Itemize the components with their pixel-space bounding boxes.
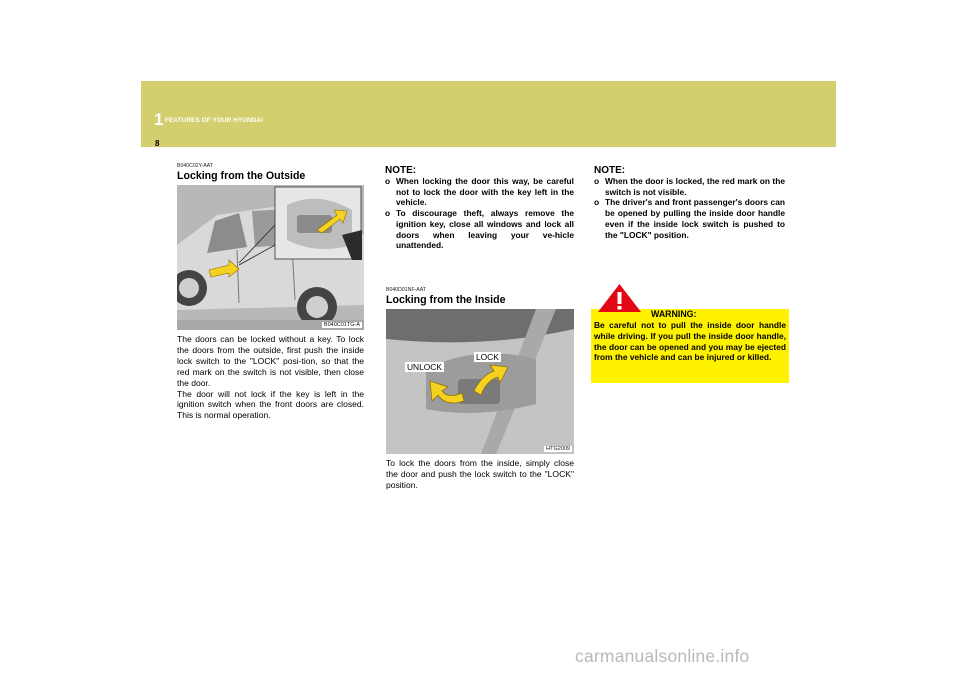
note-title-right: NOTE: xyxy=(594,165,626,176)
note-item-middle-1: o When locking the door this way, be careful not to lock the door with the key left in the vehicle. xyxy=(385,176,574,208)
section-code-outside: B040C02Y-AAT xyxy=(177,163,214,169)
heading-inside: Locking from the Inside xyxy=(386,294,506,306)
image-label-outside: B040C01TG-A xyxy=(323,322,360,328)
lock-label: LOCK xyxy=(476,352,499,362)
warning-text: Be careful not to pull the inside door handle while driving. If you pull the inside door handle, the door can be opened and you may be ejected from the vehicle and can be injured or killed. xyxy=(594,320,786,363)
note-list-middle xyxy=(385,176,574,251)
warning-triangle-icon xyxy=(597,283,642,313)
note-item-right-1: o When the door is locked, the red mark on the switch is not visible. xyxy=(594,176,785,197)
warning-title: WARNING: xyxy=(651,309,697,319)
paragraph-outside-2: The door will not lock if the key is left in the ignition switch when the front doors are closed. This is normal operation. xyxy=(177,388,364,421)
chapter-number: 1 xyxy=(154,110,164,129)
inside-lock-illustration xyxy=(386,309,574,454)
header-band xyxy=(141,81,836,147)
car-door-drawing xyxy=(177,185,364,330)
page-number: 8 xyxy=(155,139,160,148)
image-label-inside: HTG2009 xyxy=(546,446,570,452)
inside-lock-drawing xyxy=(386,309,574,454)
watermark: carmanualsonline.info xyxy=(575,646,750,666)
paragraph-outside-1: The doors can be locked without a key. To lock the doors from the outside, first push the inside lock switch to the "LOCK" posi-tion, so that the red mark on the switch is not visible, then close the door. xyxy=(177,334,364,388)
paragraph-inside: To lock the doors from the inside, simply close the door and push the lock switch to the "LOCK" position. xyxy=(386,458,574,490)
heading-outside: Locking from the Outside xyxy=(177,170,306,182)
section-code-inside: B040D01NF-AAT xyxy=(386,287,426,293)
note-list-right xyxy=(594,176,785,240)
body-outside xyxy=(177,334,364,421)
note-item-right-2: o The driver's and front passenger's doors can be opened by pulling the inside door handle even if the inside lock switch is pushed to the "LOCK" position. xyxy=(594,197,785,240)
note-title-middle: NOTE: xyxy=(385,165,417,176)
note-item-middle-2: o To discourage theft, always remove the ignition key, close all windows and lock all doors when leaving your ve-hicle unattended. xyxy=(385,208,574,251)
chapter-title: FEATURES OF YOUR HYUNDAI xyxy=(165,117,264,124)
unlock-label: UNLOCK xyxy=(407,362,442,372)
car-door-illustration xyxy=(177,185,364,330)
body-inside xyxy=(386,458,574,491)
